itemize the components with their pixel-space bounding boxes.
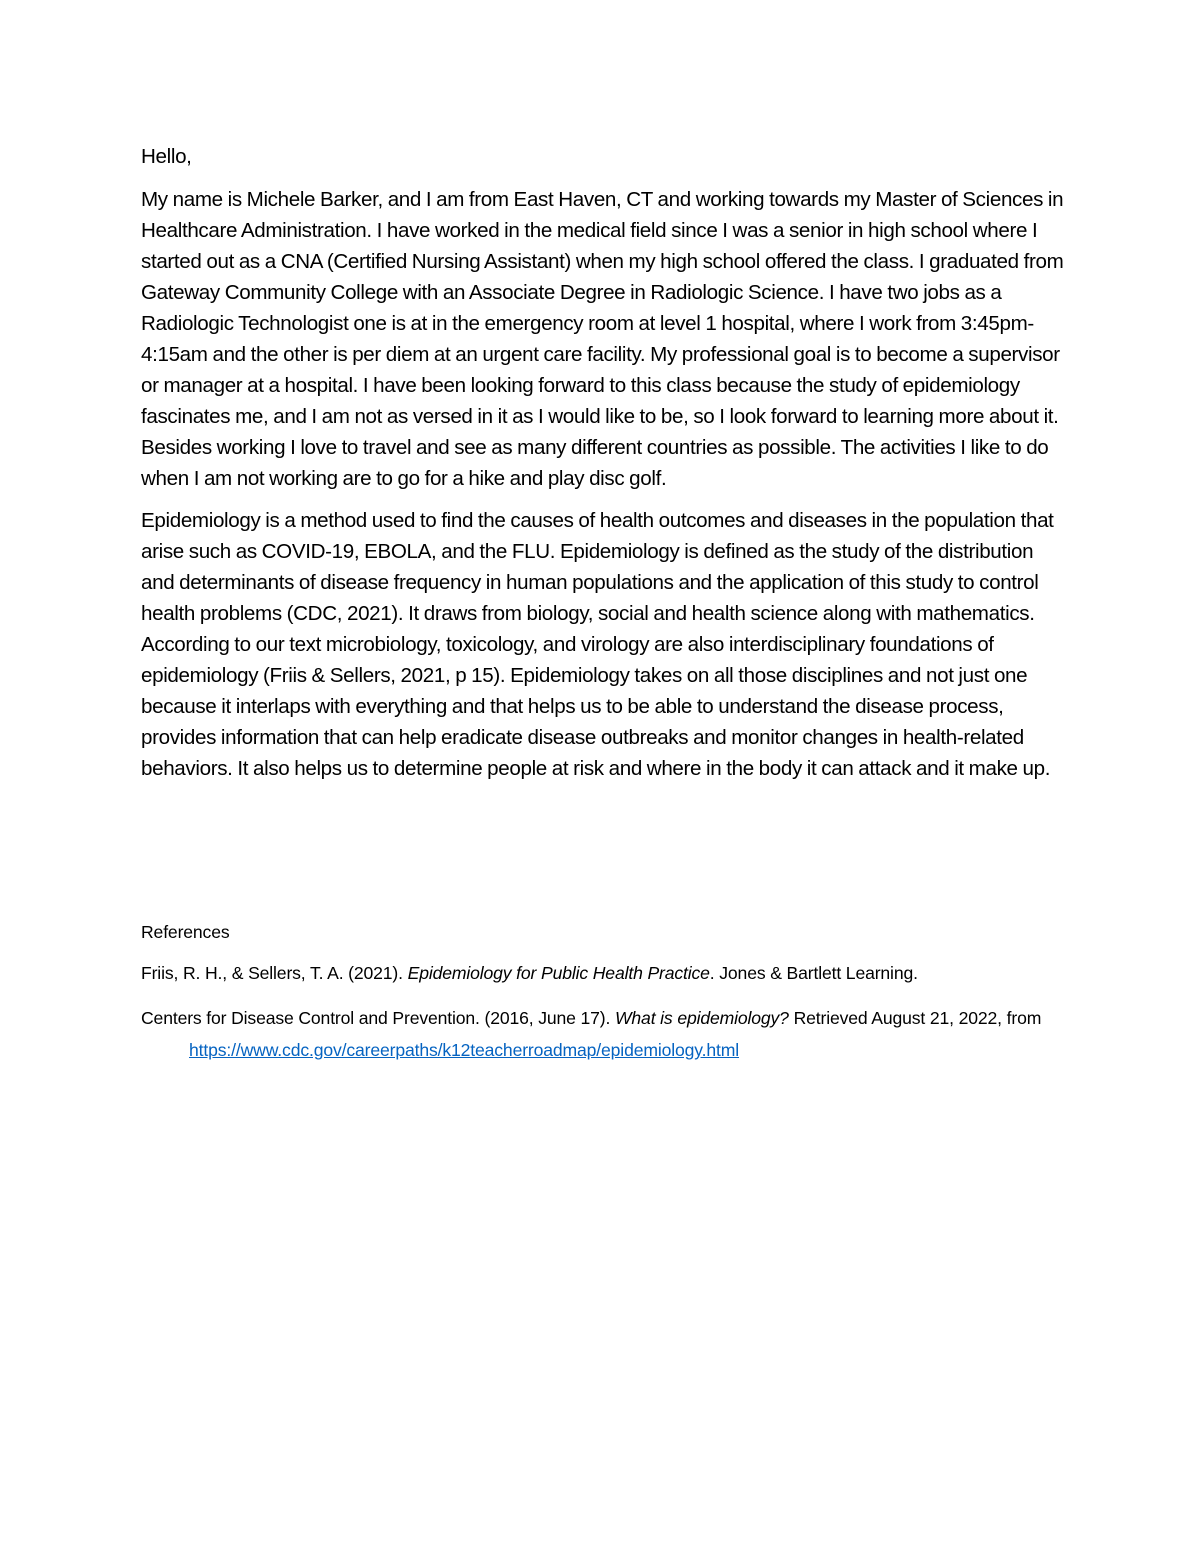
reference-authors: Friis, R. H., & Sellers, T. A. (2021). (141, 963, 408, 983)
reference-authors: Centers for Disease Control and Prevention. (2016, June 17). (141, 1008, 615, 1028)
letter-body (141, 141, 1066, 795)
reference-entry (141, 1002, 1071, 1066)
references-heading: References (141, 922, 230, 942)
references-section (141, 918, 1071, 1078)
reference-title: What is epidemiology? (614, 1008, 789, 1028)
introduction-paragraph: My name is Michele Barker, and I am from East Haven, CT and working towards my Master of Sciences in Healthcare Administration. I have worked in the medical field since I was a senior in high school where I started out as a CNA (Certified Nursing Assistant) when my high school offered the class. I graduated from Gateway Community College with an Associate Degree in Radiologic Science. I have two jobs as a Radiologic Technologist one is at in the emergency room at level 1 hospital, where I work from 3:45pm- 4:15am and the other is per diem at an urgent care facility. My professional goal is to become a supervisor or manager at a hospital. I have been looking forward to this class because the study of epidemiology fascinates me, and I am not as versed in it as I would like to be, so I look forward to learning more about it. Besides working I love to travel and see as many different countries as possible. The activities I like to do when I am not working are to go for a hike and play disc golf. (141, 188, 1064, 490)
reference-retrieved: Retrieved August 21, 2022, from (788, 1008, 1042, 1028)
reference-title: Epidemiology for Public Health Practice (407, 963, 710, 983)
reference-entry (141, 959, 1071, 987)
greeting: Hello, (141, 145, 192, 168)
reference-link[interactable]: https://www.cdc.gov/careerpaths/k12teacherroadmap/epidemiology.html (189, 1040, 739, 1060)
reference-publisher: . Jones & Bartlett Learning. (709, 963, 918, 983)
epidemiology-paragraph: Epidemiology is a method used to find the causes of health outcomes and diseases in the population that arise such as COVID-19, EBOLA, and the FLU. Epidemiology is defined as the study of the distribution and determinants of disease frequency in human populations and the application of this study to control health problems (CDC, 2021). It draws from biology, social and health science along with mathematics. According to our text microbiology, toxicology, and virology are also interdisciplinary foundations of epidemiology (Friis & Sellers, 2021, p 15). Epidemiology takes on all those disciplines and not just one because it interlaps with everything and that helps us to be able to understand the disease process, provides information that can help eradicate disease outbreaks and monitor changes in health-related behaviors. It also helps us to determine people at risk and where in the body it can attack and it make up. (141, 509, 1054, 780)
